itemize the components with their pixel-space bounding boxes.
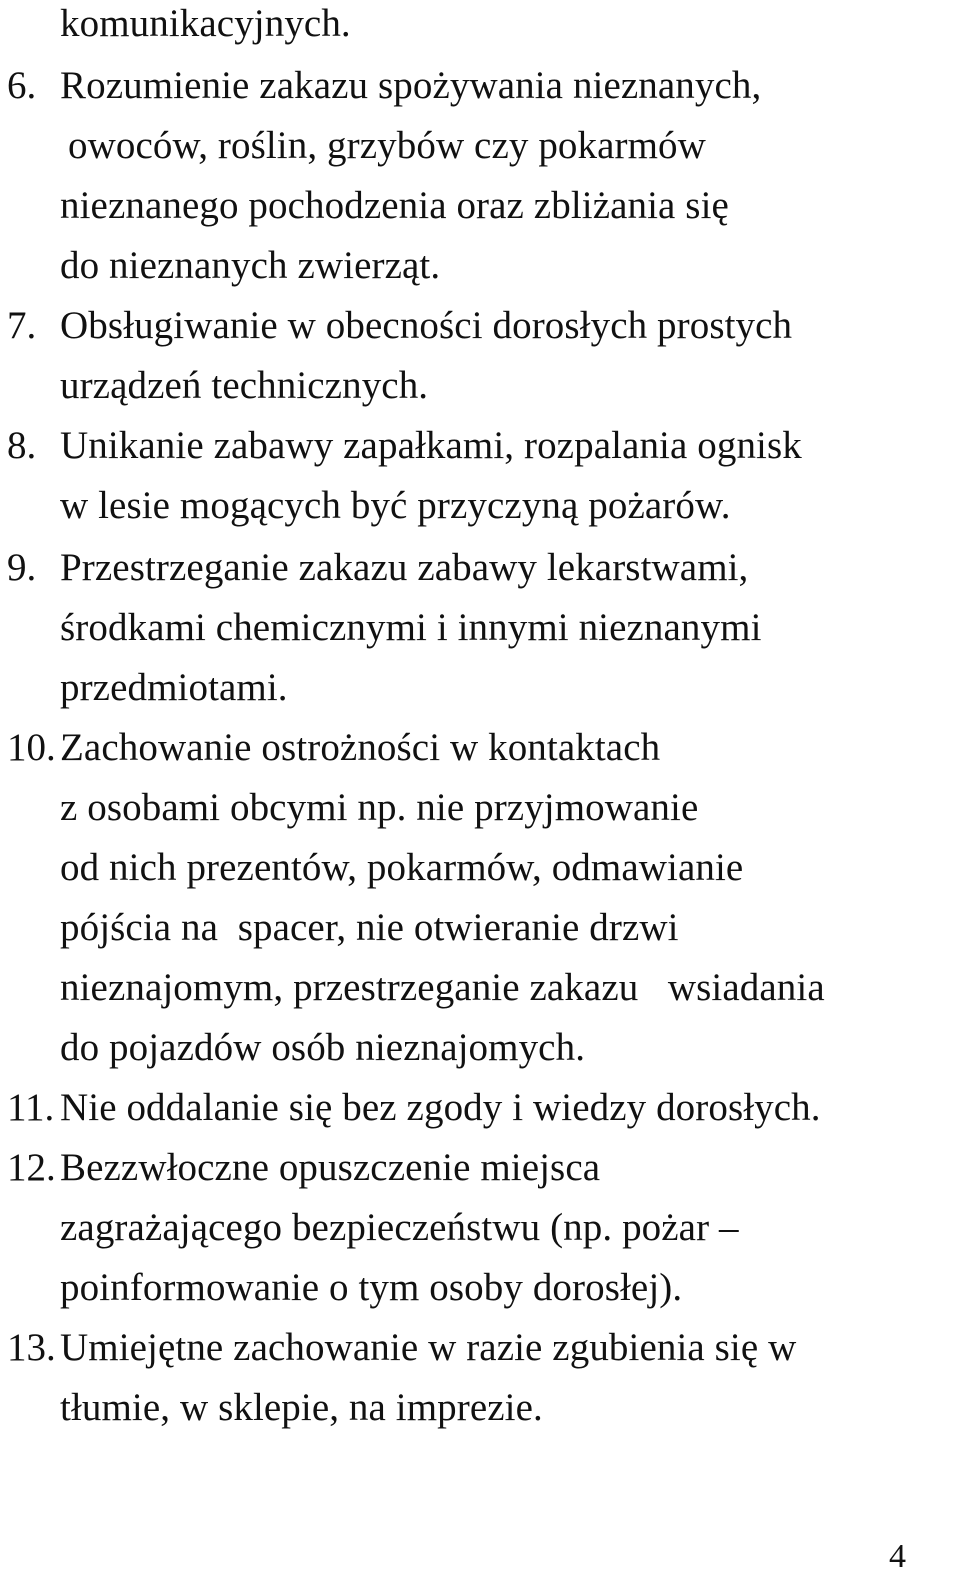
item-6-line-2: owoców, roślin, grzybów czy pokarmów <box>68 124 706 167</box>
item-11-line-1: Nie oddalanie się bez zgody i wiedzy dorosłych. <box>60 1086 821 1129</box>
item-7-line-2: urządzeń technicznych. <box>60 364 429 407</box>
item-10-line-4: pójścia na spacer, nie otwieranie drzwi <box>60 906 679 949</box>
item-10-line-6: do pojazdów osób nieznajomych. <box>60 1026 586 1069</box>
item-10-line-5: nieznajomym, przestrzeganie zakazu wsiadania <box>60 966 825 1009</box>
item-10-line-2: z osobami obcymi np. nie przyjmowanie <box>60 786 699 829</box>
item-7-line-1: Obsługiwanie w obecności dorosłych prostych <box>60 304 793 347</box>
item-9-line-3: przedmiotami. <box>60 666 288 709</box>
item-number-7: 7. <box>7 304 37 347</box>
item-9-line-1: Przestrzeganie zakazu zabawy lekarstwami, <box>60 546 749 589</box>
item-9-line-2: środkami chemicznymi i innymi nieznanymi <box>60 606 762 649</box>
continuation-line: komunikacyjnych. <box>60 2 351 45</box>
item-8-line-2: w lesie mogących być przyczyną pożarów. <box>60 484 731 527</box>
item-13-line-2: tłumie, w sklepie, na imprezie. <box>60 1386 543 1429</box>
item-12-line-1: Bezzwłoczne opuszczenie miejsca <box>60 1146 601 1189</box>
item-12-line-3: poinformowanie o tym osoby dorosłej). <box>60 1266 683 1309</box>
item-number-12: 12. <box>7 1146 56 1189</box>
item-6-line-3: nieznanego pochodzenia oraz zbliżania się <box>60 184 729 227</box>
page-number: 4 <box>889 1538 906 1575</box>
item-10-line-3: od nich prezentów, pokarmów, odmawianie <box>60 846 744 889</box>
item-12-line-2: zagrażającego bezpieczeństwu (np. pożar – <box>60 1206 739 1249</box>
item-number-13: 13. <box>7 1326 56 1369</box>
item-13-line-1: Umiejętne zachowanie w razie zgubienia się w <box>60 1326 797 1369</box>
item-number-9: 9. <box>7 546 37 589</box>
item-10-line-1: Zachowanie ostrożności w kontaktach <box>60 726 661 769</box>
item-number-8: 8. <box>7 424 37 467</box>
item-6-line-1: Rozumienie zakazu spożywania nieznanych, <box>60 64 762 107</box>
item-number-11: 11. <box>7 1086 55 1129</box>
item-number-10: 10. <box>7 726 56 769</box>
item-6-line-4: do nieznanych zwierząt. <box>60 244 441 287</box>
item-number-6: 6. <box>7 64 37 107</box>
item-8-line-1: Unikanie zabawy zapałkami, rozpalania ognisk <box>60 424 802 467</box>
